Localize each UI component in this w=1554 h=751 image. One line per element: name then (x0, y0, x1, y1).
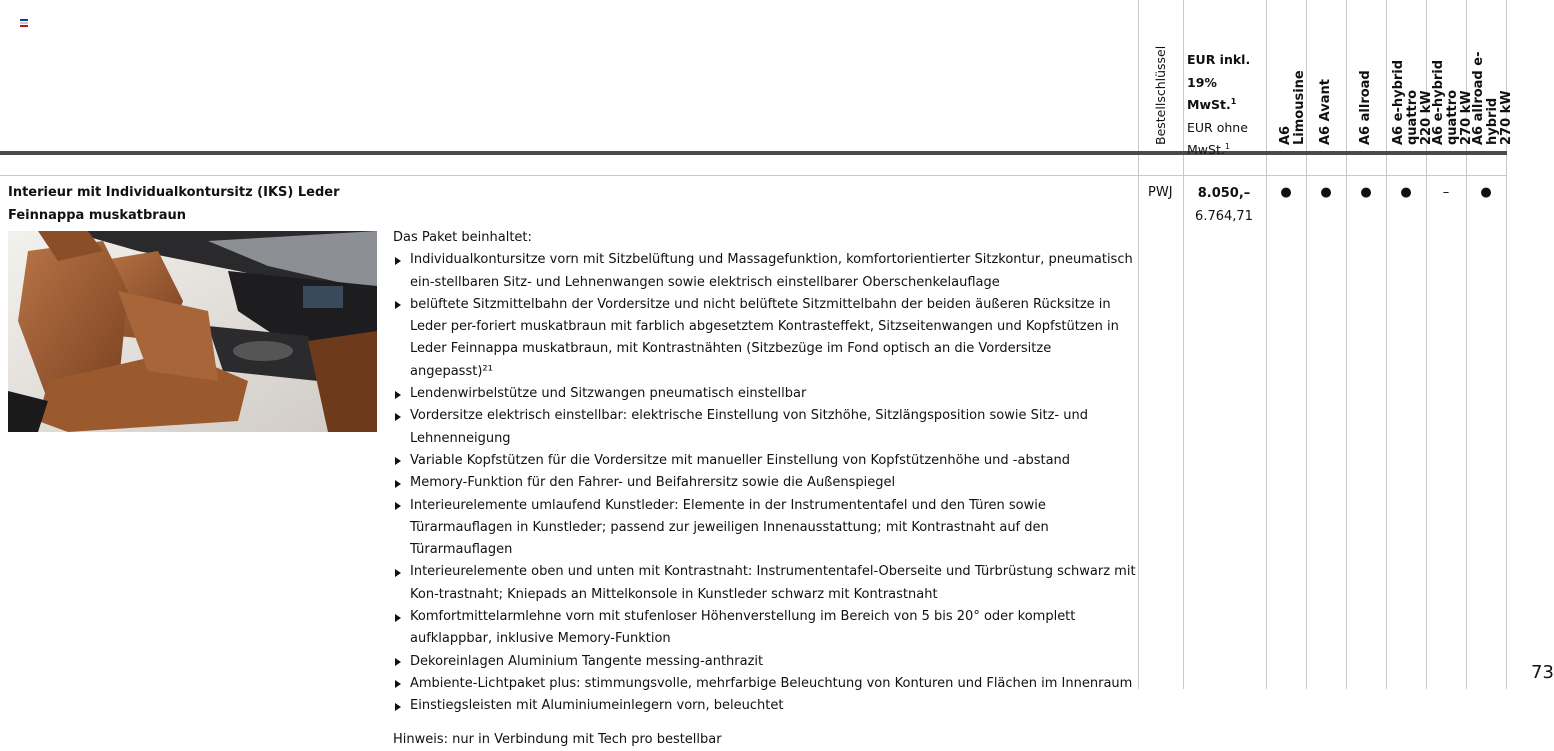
availability-ehybrid-220: ● (1400, 185, 1412, 200)
price-net: 6.764,71 (1195, 209, 1253, 224)
list-item: Interieurelemente oben und unten mit Kontrastnaht: Instrumententafel-Oberseite und Türbrüstung schwarz mit Kon-trastnaht; Kniepads an Mittelkonsole in Kunstleder schwarz mit Kontrastnaht (393, 561, 1138, 606)
list-item: Individualkontursitze vorn mit Sitzbelüftung und Massagefunktion, komfortorientierter Sitzkontur, pneumatisch ein-stellbaren Sitz- und Lehnenwangen sowie elektrisch einstellbarer Oberschenkelauflage (393, 249, 1138, 294)
list-item: Interieurelemente umlaufend Kunstleder: Elemente in der Instrumententafel und den Türen sowie Türarmauflagen in Kunstleder; passend zur jeweiligen Innenausstattung; mit Kontrastnaht auf den Türarmauflagen (393, 495, 1138, 562)
header-model-allroad-ehybrid-270: A6 allroad e-hybrid 270 kW (1471, 51, 1514, 145)
header-model-ehybrid-220: A6 e-hybrid quattro 220 kW (1391, 59, 1434, 145)
package-contents (393, 227, 1138, 751)
availability-a6-limousine: ● (1280, 185, 1292, 200)
list-item: Komfortmittelarmlehne vorn mit stufenloser Höhenverstellung im Bereich von 5 bis 20° oder komplett aufklappbar, inklusive Memory-Funktion (393, 606, 1138, 651)
row-rule (0, 175, 1507, 176)
list-item: Memory-Funktion für den Fahrer- und Beifahrersitz sowie die Außenspiegel (393, 472, 1138, 494)
package-list (393, 249, 1138, 717)
header-model-a6-limousine: A6 Limousine (1278, 70, 1307, 145)
item-title: Interieur mit Individualkontursitz (IKS) Leder Feinnappa muskatbraun (8, 185, 340, 223)
list-item: Vordersitze elektrisch einstellbar: elektrische Einstellung von Sitzhöhe, Sitzlängsposition sowie Sitz- und Lehnenneigung (393, 405, 1138, 450)
list-item: Ambiente-Lichtpaket plus: stimmungsvolle, mehrfarbige Beleuchtung von Konturen und Flächen im Innenraum (393, 673, 1138, 695)
list-item: Dekoreinlagen Aluminium Tangente messing-anthrazit (393, 651, 1138, 673)
flag-icon (20, 19, 28, 27)
header-model-a6-allroad: A6 allroad (1358, 70, 1373, 145)
list-item: belüftete Sitzmittelbahn der Vordersitze und nicht belüftete Sitzmittelbahn der beiden äußeren Rücksitze in Leder per-foriert muskatbraun mit farblich abgesetztem Kontrasteffekt, Sitzseitenwangen und Kopfstützen in Leder Feinnappa muskatbraun, mit Kontrastnähten (Sitzbezüge im Fond optisch an die Vordersitze angepasst)²¹ (393, 294, 1138, 383)
header-rule (0, 151, 1507, 155)
order-code: PWJ (1148, 185, 1173, 200)
list-item: Variable Kopfstützen für die Vordersitze mit manueller Einstellung von Kopfstützenhöhe und -abstand (393, 450, 1138, 472)
page-number: 73 (1531, 662, 1554, 683)
header-model-ehybrid-270: A6 e-hybrid quattro 270 kW (1431, 59, 1474, 145)
availability-a6-allroad: ● (1360, 185, 1372, 200)
availability-a6-avant: ● (1320, 185, 1332, 200)
header-order-code: Bestellschlüssel (1153, 45, 1168, 145)
header-model-a6-avant: A6 Avant (1318, 79, 1333, 145)
list-item: Einstiegsleisten mit Aluminiumeinlegern vorn, beleuchtet (393, 695, 1138, 717)
price-gross: 8.050,– (1197, 186, 1251, 201)
column-divider (1386, 0, 1387, 689)
column-divider (1138, 0, 1139, 689)
column-divider (1183, 0, 1184, 689)
price-cell (1184, 182, 1264, 228)
item-note: Hinweis: nur in Verbindung mit Tech pro bestellbar (393, 731, 722, 747)
header-price-net: EUR ohne MwSt.$^1$ (1187, 119, 1248, 157)
list-item: Lendenwirbelstütze und Sitzwangen pneumatisch einstellbar (393, 383, 1138, 405)
header-price (1187, 49, 1267, 162)
package-intro: Das Paket beinhaltet: (393, 230, 532, 245)
header-price-gross: EUR inkl. 19% MwSt.$^1$ (1187, 52, 1251, 112)
availability-allroad-ehybrid-270: ● (1480, 185, 1492, 200)
column-divider (1346, 0, 1347, 689)
car-interior-seat-photo (8, 231, 377, 432)
availability-ehybrid-270: – (1442, 185, 1450, 200)
